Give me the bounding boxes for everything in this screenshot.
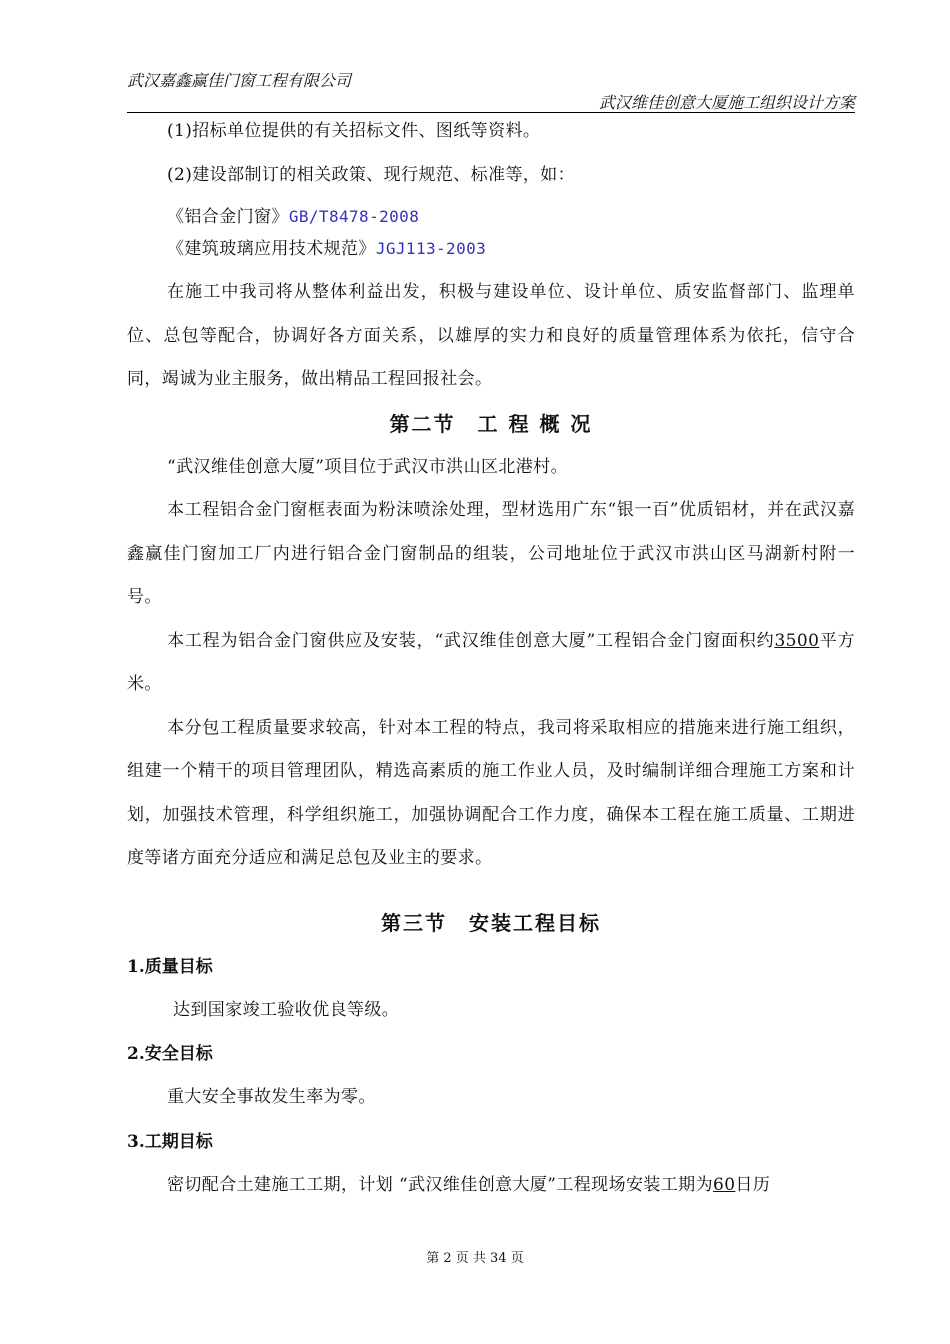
goal-schedule-pre: 密切配合土建施工工期，计划 “武汉维佳创意大厦”工程现场安装工期为 (167, 1174, 713, 1195)
standard-2-code: JGJ113-2003 (375, 239, 487, 258)
commitment-paragraph: 在施工中我司将从整体利益出发，积极与建设单位、设计单位、质安监督部门、监理单位、总包等配合，协调好各方面关系，以雄厚的实力和良好的质量管理体系为依托，信守合同，竭诚为业主服务，做出精品工程回报社会。 (127, 282, 855, 389)
standard-2 (127, 233, 855, 265)
overview-area-pre: 本工程为铝合金门窗供应及安装，“武汉维佳创意大厦”工程铝合金门窗面积约 (167, 630, 775, 651)
standard-1-code: GB/T8478-2008 (288, 207, 420, 226)
overview-area (127, 620, 855, 707)
page-body (127, 110, 855, 1207)
goal-schedule-post: 日历 (735, 1174, 771, 1195)
overview-quality: 本分包工程质量要求较高，针对本工程的特点，我司将采取相应的措施来进行施工组织，组建一个精干的项目管理团队，精选高素质的施工作业人员，及时编制详细合理施工方案和计划，加强技术管理，科学组织施工，加强协调配合工作力度，确保本工程在施工质量、工期进度等诸方面充分适应和满足总包及业主的要求。 (127, 717, 855, 868)
goal-schedule-text (127, 1164, 855, 1208)
goal-schedule-title: 3.工期目标 (127, 1131, 213, 1152)
standard-1-name: 《铝合金门窗》 (167, 207, 289, 227)
header-company: 武汉嘉鑫赢佳门窗工程有限公司 (127, 71, 352, 90)
goal-safety-title: 2.安全目标 (127, 1044, 213, 1064)
page-number: 第 2 页 共 34 页 (426, 1251, 524, 1266)
header-doc-title: 武汉维佳创意大厦施工组织设计方案 (598, 93, 855, 112)
overview-area-value: 3500 (774, 630, 820, 651)
basis-item-2: (2)建设部制订的相关政策、现行规范、标准等，如： (167, 164, 576, 185)
standard-2-name: 《建筑玻璃应用技术规范》 (167, 239, 376, 259)
goal-quality-text: 达到国家竣工验收优良等级。 (173, 999, 400, 1020)
goal-safety-text: 重大安全事故发生率为零。 (167, 1087, 376, 1107)
basis-item-1: (1)招标单位提供的有关招标文件、图纸等资料。 (167, 121, 541, 141)
standard-1 (127, 201, 855, 233)
overview-materials: 本工程铝合金门窗框表面为粉沫喷涂处理，型材选用广东“银一百”优质铝材，并在武汉嘉鑫赢佳门窗加工厂内进行铝合金门窗制品的组装，公司地址位于武汉市洪山区马湖新村附一号。 (127, 500, 855, 607)
overview-location: “武汉维佳创意大厦”项目位于武汉市洪山区北港村。 (167, 456, 568, 477)
goal-schedule-days: 60 (712, 1174, 736, 1195)
overview-area-post: 平方米。 (127, 630, 855, 694)
section-2-heading: 第二节 工 程 概 况 (389, 411, 593, 436)
goal-quality-title: 1.质量目标 (127, 956, 213, 977)
section-3-heading: 第三节 安装工程目标 (381, 910, 601, 935)
